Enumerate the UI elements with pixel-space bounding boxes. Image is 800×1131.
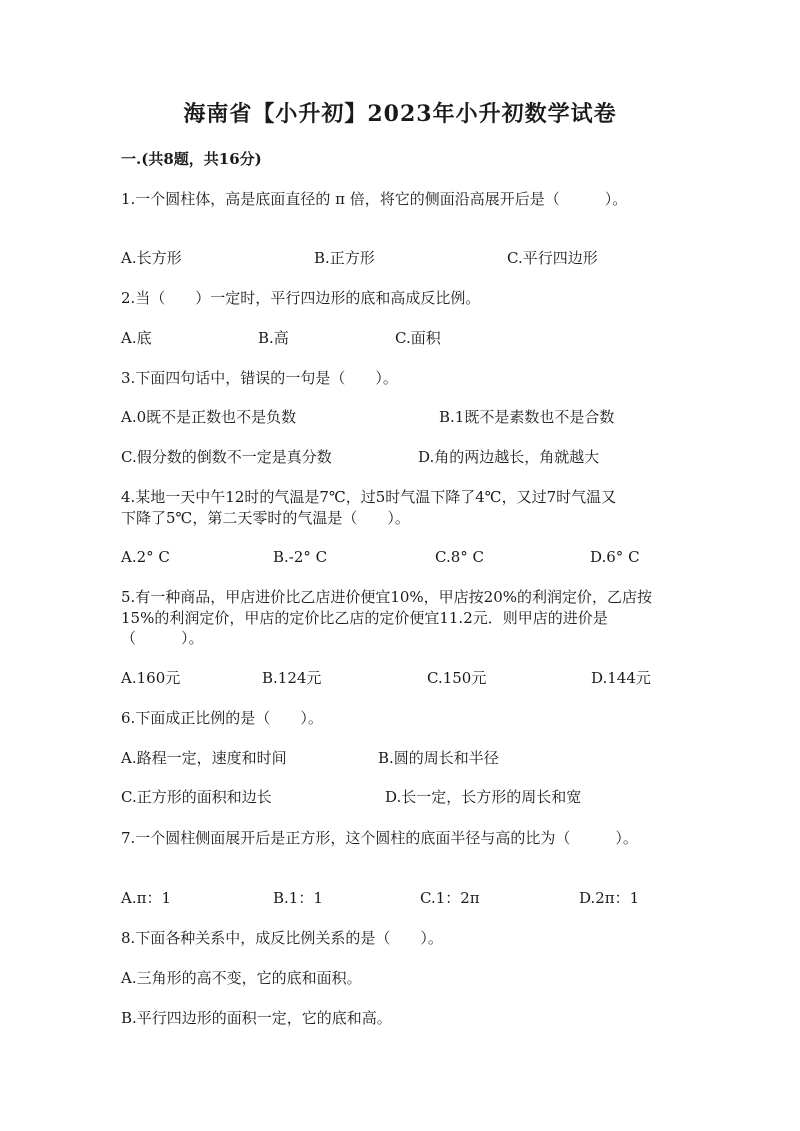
question-5-text-line-2: 15%的利润定价，甲店的定价比乙店的定价便宜11.2元．则甲店的进价是	[121, 609, 608, 627]
question-2-text: 2.当（ ）一定时，平行四边形的底和高成反比例。	[121, 289, 481, 307]
q2-option-b: B.高	[258, 329, 289, 347]
q1-option-c: C.平行四边形	[507, 249, 598, 267]
q6-option-c: C.正方形的面积和边长	[121, 788, 272, 806]
q4-option-b: B.-2° C	[273, 548, 328, 566]
question-5-text-line-1: 5.有一种商品，甲店进价比乙店进价便宜10%，甲店按20%的利润定价，乙店按	[121, 588, 652, 606]
q8-option-b: B.平行四边形的面积一定，它的底和高。	[121, 1009, 392, 1027]
q6-option-b: B.圆的周长和半径	[378, 749, 499, 767]
q7-option-d: D.2π：1	[579, 889, 640, 907]
q3-option-c: C.假分数的倒数不一定是真分数	[121, 448, 332, 466]
question-5-text-line-3: （ ）。	[121, 629, 204, 647]
question-6-text: 6.下面成正比例的是（ ）。	[121, 709, 323, 727]
question-8-text: 8.下面各种关系中，成反比例关系的是（ ）。	[121, 929, 443, 947]
q5-option-d: D.144元	[591, 669, 651, 687]
q3-option-d: D.角的两边越长，角就越大	[418, 448, 600, 466]
q6-option-a: A.路程一定，速度和时间	[121, 749, 287, 767]
q6-option-d: D.长一定，长方形的周长和宽	[385, 788, 582, 806]
question-4-text-line-2: 下降了5℃，第二天零时的气温是（ ）。	[121, 509, 410, 527]
q5-option-c: C.150元	[427, 669, 487, 687]
q7-option-c: C.1：2π	[420, 889, 480, 907]
q4-option-a: A.2° C	[121, 548, 170, 566]
q8-option-a: A.三角形的高不变，它的底和面积。	[121, 969, 362, 987]
q3-option-a: A.0既不是正数也不是负数	[121, 408, 297, 426]
page-title: 海南省【小升初】2023年小升初数学试卷	[183, 101, 617, 127]
q1-option-a: A.长方形	[121, 249, 182, 267]
q7-option-a: A.π：1	[121, 889, 172, 907]
q4-option-c: C.8° C	[435, 548, 484, 566]
question-4-text-line-1: 4.某地一天中午12时的气温是7℃，过5时气温下降了4℃，又过7时气温又	[121, 488, 617, 506]
q5-option-b: B.124元	[262, 669, 322, 687]
question-3-text: 3.下面四句话中，错误的一句是（ ）。	[121, 369, 398, 387]
q4-option-d: D.6° C	[590, 548, 640, 566]
question-1-text: 1.一个圆柱体，高是底面直径的 π 倍，将它的侧面沿高展开后是（ ）。	[121, 190, 628, 208]
q3-option-b: B.1既不是素数也不是合数	[439, 408, 615, 426]
q2-option-a: A.底	[121, 329, 152, 347]
section-heading: 一.(共8题，共16分)	[121, 150, 262, 168]
q5-option-a: A.160元	[121, 669, 181, 687]
q7-option-b: B.1：1	[273, 889, 323, 907]
question-7-text: 7.一个圆柱侧面展开后是正方形，这个圆柱的底面半径与高的比为（ ）。	[121, 829, 638, 847]
q1-option-b: B.正方形	[314, 249, 375, 267]
q2-option-c: C.面积	[395, 329, 441, 347]
